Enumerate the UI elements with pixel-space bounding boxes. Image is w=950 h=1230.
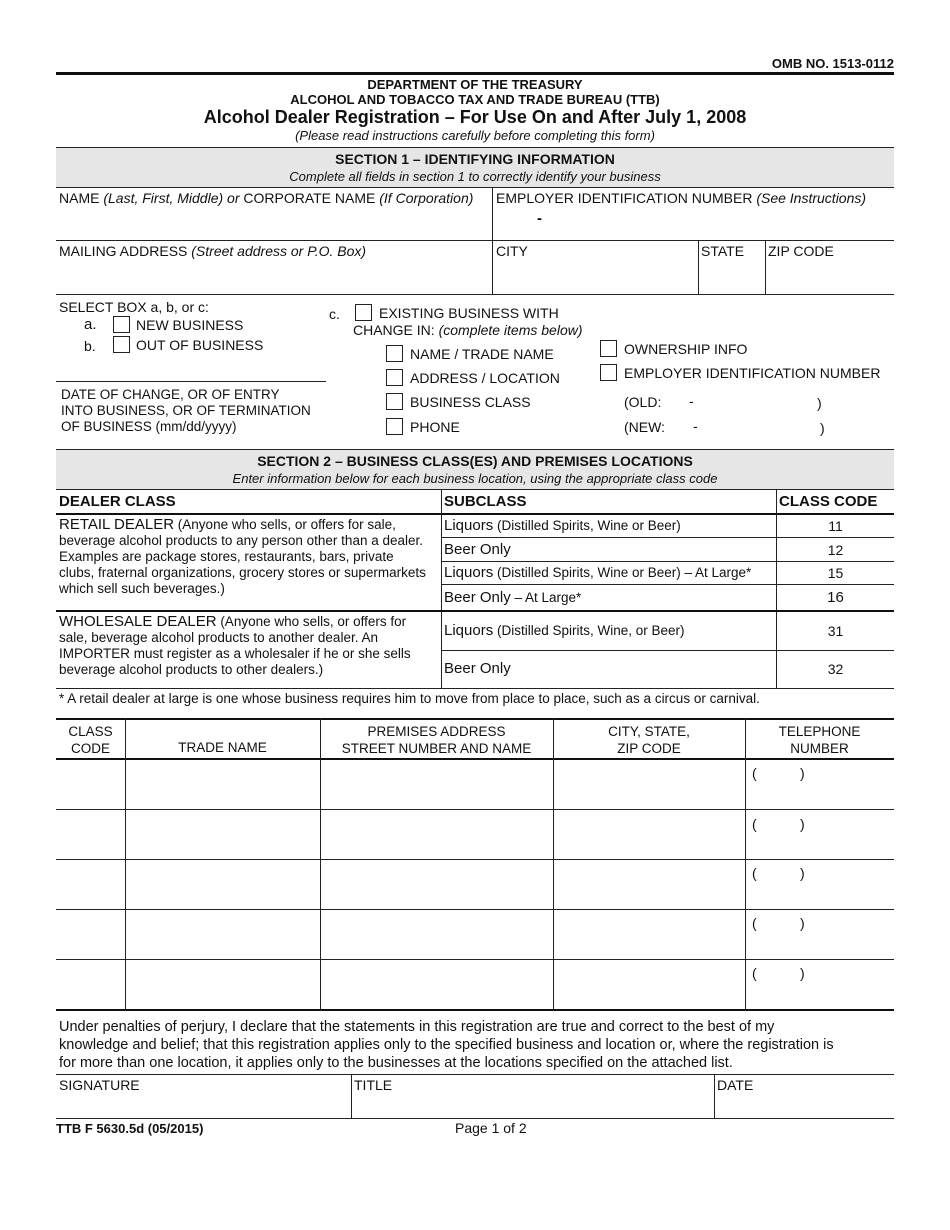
rule xyxy=(56,859,894,860)
city-state-zip-input[interactable] xyxy=(554,760,745,808)
city-state-zip-input[interactable] xyxy=(554,911,745,959)
premises-address-input[interactable] xyxy=(321,811,553,859)
date-of-change-field[interactable] xyxy=(250,420,330,440)
label-text: OF BUSINESS (mm/dd/yyyy) xyxy=(61,419,237,434)
class-code-input[interactable] xyxy=(56,861,125,909)
premises-row xyxy=(56,811,894,859)
class-code-header: CLASS CODE xyxy=(779,493,878,510)
old-ein-label: (OLD: xyxy=(624,394,662,410)
option-b-letter: b. xyxy=(84,338,96,354)
subclass-main: Beer Only xyxy=(444,541,511,558)
form-number: TTB F 5630.5d (05/2015) xyxy=(56,1121,204,1136)
trade-name-column-header: TRADE NAME xyxy=(178,740,267,755)
subclass-detail: (Distilled Spirits, Wine, or Beer) xyxy=(493,623,685,638)
state-label: STATE xyxy=(701,243,745,259)
city-field[interactable] xyxy=(493,241,698,294)
rule xyxy=(56,610,894,612)
existing-business-checkbox[interactable] xyxy=(355,304,372,321)
premises-address-input[interactable] xyxy=(321,861,553,909)
name-trade-checkbox[interactable] xyxy=(386,345,403,362)
trade-name-input[interactable] xyxy=(126,811,320,859)
zip-label: ZIP CODE xyxy=(768,243,834,259)
new-ein-close: ) xyxy=(820,420,825,436)
rule xyxy=(56,489,894,490)
class-code-input[interactable] xyxy=(56,760,125,808)
subclass-detail: (Distilled Spirits, Wine or Beer) – At Large* xyxy=(493,565,752,580)
subclass-row xyxy=(444,622,685,639)
section1-subtitle: Complete all fields in section 1 to correctly identify your business xyxy=(289,169,661,184)
city-label: CITY xyxy=(496,243,528,259)
out-of-business-checkbox[interactable] xyxy=(113,336,130,353)
label-text: NAME xyxy=(59,190,104,206)
signature-field[interactable] xyxy=(56,1075,351,1117)
rule xyxy=(56,381,326,382)
trade-name-input[interactable] xyxy=(126,911,320,959)
new-business-checkbox[interactable] xyxy=(113,316,130,333)
label-text: PREMISES ADDRESS xyxy=(367,724,506,739)
address-location-label: ADDRESS / LOCATION xyxy=(410,370,560,386)
out-of-business-label: OUT OF BUSINESS xyxy=(136,337,264,353)
premises-address-column-header xyxy=(320,723,553,757)
name-field[interactable] xyxy=(56,188,492,240)
rule xyxy=(441,561,894,562)
perjury-declaration xyxy=(59,1018,894,1072)
old-ein-field[interactable] xyxy=(660,392,815,412)
rule xyxy=(56,688,894,689)
business-class-label: BUSINESS CLASS xyxy=(410,394,531,410)
label-text: INTO BUSINESS, OR OF TERMINATION xyxy=(61,403,311,418)
signature-label: SIGNATURE xyxy=(59,1077,140,1093)
ein-field[interactable] xyxy=(493,188,894,240)
city-state-zip-input[interactable] xyxy=(554,861,745,909)
subclass-main: Liquors xyxy=(444,564,494,581)
state-field[interactable] xyxy=(699,241,765,294)
address-location-checkbox[interactable] xyxy=(386,369,403,386)
phone-open-paren: ( xyxy=(752,965,757,981)
class-code-input[interactable] xyxy=(56,811,125,859)
new-ein-label: (NEW: xyxy=(624,419,665,435)
city-state-zip-column-header xyxy=(553,723,745,757)
subclass-main: Liquors xyxy=(444,517,494,534)
label-text: (If Corporation) xyxy=(379,190,474,206)
rule xyxy=(441,650,894,651)
trade-name-input[interactable] xyxy=(126,760,320,808)
phone-open-paren: ( xyxy=(752,915,757,931)
telephone-input[interactable] xyxy=(746,760,894,808)
premises-row xyxy=(56,961,894,1009)
premises-row xyxy=(56,861,894,909)
mailing-address-field[interactable] xyxy=(56,241,492,294)
label-text: knowledge and belief; that this registration applies only to the specified business and location or, where the registration is xyxy=(59,1037,834,1053)
phone-close-paren: ) xyxy=(800,915,805,931)
label-text: DATE OF CHANGE, OR OF ENTRY xyxy=(61,387,280,402)
label-text: IMPORTER must register as a wholesaler if he or she sells xyxy=(59,646,411,661)
ownership-info-checkbox[interactable] xyxy=(600,340,617,357)
class-code-cell: 32 xyxy=(827,661,844,677)
phone-open-paren: ( xyxy=(752,816,757,832)
telephone-column-header xyxy=(745,723,894,757)
label-text: STREET NUMBER AND NAME xyxy=(341,741,532,756)
zip-field[interactable] xyxy=(766,241,894,294)
rule xyxy=(441,489,442,688)
label-text: Under penalties of perjury, I declare that the statements in this registration are true and correct to the best of my xyxy=(59,1019,775,1035)
phone-close-paren: ) xyxy=(800,765,805,781)
trade-name-input[interactable] xyxy=(126,861,320,909)
existing-business-label: EXISTING BUSINESS WITH xyxy=(379,305,559,321)
option-a-letter: a. xyxy=(84,316,97,333)
label-text: clubs, fraternal organizations, grocery stores or supermarkets xyxy=(59,565,426,580)
section2-title: SECTION 2 – BUSINESS CLASS(ES) AND PREMISES LOCATIONS xyxy=(257,453,693,469)
retail-dealer-description xyxy=(59,517,441,597)
change-in-label xyxy=(353,322,583,338)
date-field[interactable] xyxy=(715,1075,894,1117)
title-label: TITLE xyxy=(354,1077,393,1093)
new-ein-dash: - xyxy=(693,418,698,434)
label-text: (Anyone who sells, or offers for xyxy=(216,614,407,629)
label-text: (complete items below) xyxy=(438,322,583,338)
wholesale-dealer-title: WHOLESALE DEALER xyxy=(59,613,217,630)
label-text: EMPLOYER IDENTIFICATION NUMBER xyxy=(496,190,757,206)
premises-row xyxy=(56,911,894,959)
class-code-cell: 31 xyxy=(827,623,844,639)
rule xyxy=(56,294,894,295)
label-text: Examples are package stores, restaurants, bars, private xyxy=(59,549,394,564)
header-rule xyxy=(56,72,894,75)
phone-open-paren: ( xyxy=(752,765,757,781)
rule xyxy=(56,909,894,910)
old-ein-close: ) xyxy=(817,395,822,411)
subclass-main: Beer Only xyxy=(444,589,511,606)
dealer-class-header: DEALER CLASS xyxy=(59,493,176,510)
class-code-input[interactable] xyxy=(56,961,125,1009)
phone-close-paren: ) xyxy=(800,865,805,881)
label-text: CITY, STATE, xyxy=(608,724,690,739)
ownership-info-label: OWNERSHIP INFO xyxy=(624,341,748,357)
phone-close-paren: ) xyxy=(800,965,805,981)
new-business-label: NEW BUSINESS xyxy=(136,317,244,333)
form-subtitle: (Please read instructions carefully before completing this form) xyxy=(295,128,655,143)
premises-address-input[interactable] xyxy=(321,911,553,959)
subclass-detail: (Distilled Spirits, Wine or Beer) xyxy=(493,518,681,533)
rule xyxy=(56,809,894,810)
subclass-row xyxy=(444,564,751,581)
label-text: beverage alcohol products to any person other than a dealer. xyxy=(59,533,423,548)
label-text: CLASS xyxy=(68,724,113,739)
label-text: MAILING ADDRESS xyxy=(59,243,192,259)
class-code-cell: 15 xyxy=(827,565,844,581)
telephone-input[interactable] xyxy=(746,961,894,1009)
old-ein-dash: - xyxy=(689,393,694,409)
label-text: ZIP CODE xyxy=(617,741,681,756)
phone-open-paren: ( xyxy=(752,865,757,881)
class-code-column-header xyxy=(56,723,125,757)
rule xyxy=(56,1118,894,1119)
at-large-footnote: * A retail dealer at large is one whose business requires him to move from place to place, such as a circus or carnival. xyxy=(59,691,760,706)
premises-address-input[interactable] xyxy=(321,760,553,808)
select-box-label: SELECT BOX a, b, or c: xyxy=(59,299,209,315)
section2-subtitle: Enter information below for each business location, using the appropriate class code xyxy=(232,471,718,486)
subclass-row xyxy=(444,517,681,534)
premises-row xyxy=(56,760,894,808)
class-code-cell: 16 xyxy=(827,589,844,606)
rule xyxy=(56,718,894,720)
rule xyxy=(441,584,894,585)
omb-number: OMB NO. 1513-0112 xyxy=(771,56,894,71)
subclass-row xyxy=(444,589,581,606)
name-trade-label: NAME / TRADE NAME xyxy=(410,346,554,362)
phone-close-paren: ) xyxy=(800,816,805,832)
label-text: CODE xyxy=(70,741,110,756)
label-text: (Last, First, Middle) or xyxy=(103,190,244,206)
telephone-input[interactable] xyxy=(746,911,894,959)
ein-change-checkbox[interactable] xyxy=(600,364,617,381)
rule xyxy=(441,537,894,538)
subclass-detail: – At Large* xyxy=(510,590,582,605)
wholesale-dealer-description xyxy=(59,614,439,678)
label-text: NUMBER xyxy=(790,741,849,756)
label-text: which sell such beverages.) xyxy=(59,581,225,596)
phone-label: PHONE xyxy=(410,419,460,435)
label-text: (See Instructions) xyxy=(756,190,867,206)
label-text: (Anyone who sells, or offers for sale, xyxy=(174,517,396,532)
subclass-main: Beer Only xyxy=(444,660,511,677)
section1-title: SECTION 1 – IDENTIFYING INFORMATION xyxy=(335,151,615,167)
label-text: CORPORATE NAME xyxy=(243,190,380,206)
option-c-letter: c. xyxy=(329,306,340,322)
department-name: DEPARTMENT OF THE TREASURY xyxy=(367,77,583,92)
class-code-cell: 12 xyxy=(827,542,844,558)
label-text: (Street address or P.O. Box) xyxy=(191,243,367,259)
rule xyxy=(56,959,894,960)
title-field[interactable] xyxy=(352,1075,714,1117)
label-text: CHANGE IN: xyxy=(353,322,439,338)
telephone-input[interactable] xyxy=(746,811,894,859)
retail-dealer-title: RETAIL DEALER xyxy=(59,516,175,533)
bureau-name: ALCOHOL AND TOBACCO TAX AND TRADE BUREAU (TTB) xyxy=(290,92,660,107)
subclass-main: Liquors xyxy=(444,622,494,639)
ein-dash: - xyxy=(537,210,542,227)
label-text: TELEPHONE xyxy=(778,724,861,739)
class-code-input[interactable] xyxy=(56,911,125,959)
label-text: for more than one location, it applies only to the businesses at the locations specified on the attached list. xyxy=(59,1055,733,1071)
new-ein-field[interactable] xyxy=(664,417,819,437)
city-state-zip-input[interactable] xyxy=(554,961,745,1009)
subclass-row xyxy=(444,541,511,558)
page-number: Page 1 of 2 xyxy=(455,1120,527,1136)
rule xyxy=(56,1009,894,1011)
city-state-zip-input[interactable] xyxy=(554,811,745,859)
form-title: Alcohol Dealer Registration – For Use On and After July 1, 2008 xyxy=(203,107,747,127)
ein-change-label: EMPLOYER IDENTIFICATION NUMBER xyxy=(624,365,881,381)
trade-name-input[interactable] xyxy=(126,961,320,1009)
business-class-checkbox[interactable] xyxy=(386,393,403,410)
rule xyxy=(56,513,894,515)
rule xyxy=(56,147,894,148)
date-label: DATE xyxy=(717,1077,754,1093)
label-text: beverage alcohol products to other dealers.) xyxy=(59,662,324,677)
subclass-header: SUBCLASS xyxy=(444,493,527,510)
premises-address-input[interactable] xyxy=(321,961,553,1009)
label-text: sale, beverage alcohol products to another dealer. An xyxy=(59,630,378,645)
subclass-row xyxy=(444,660,511,677)
telephone-input[interactable] xyxy=(746,861,894,909)
class-code-cell: 11 xyxy=(828,518,843,534)
phone-checkbox[interactable] xyxy=(386,418,403,435)
